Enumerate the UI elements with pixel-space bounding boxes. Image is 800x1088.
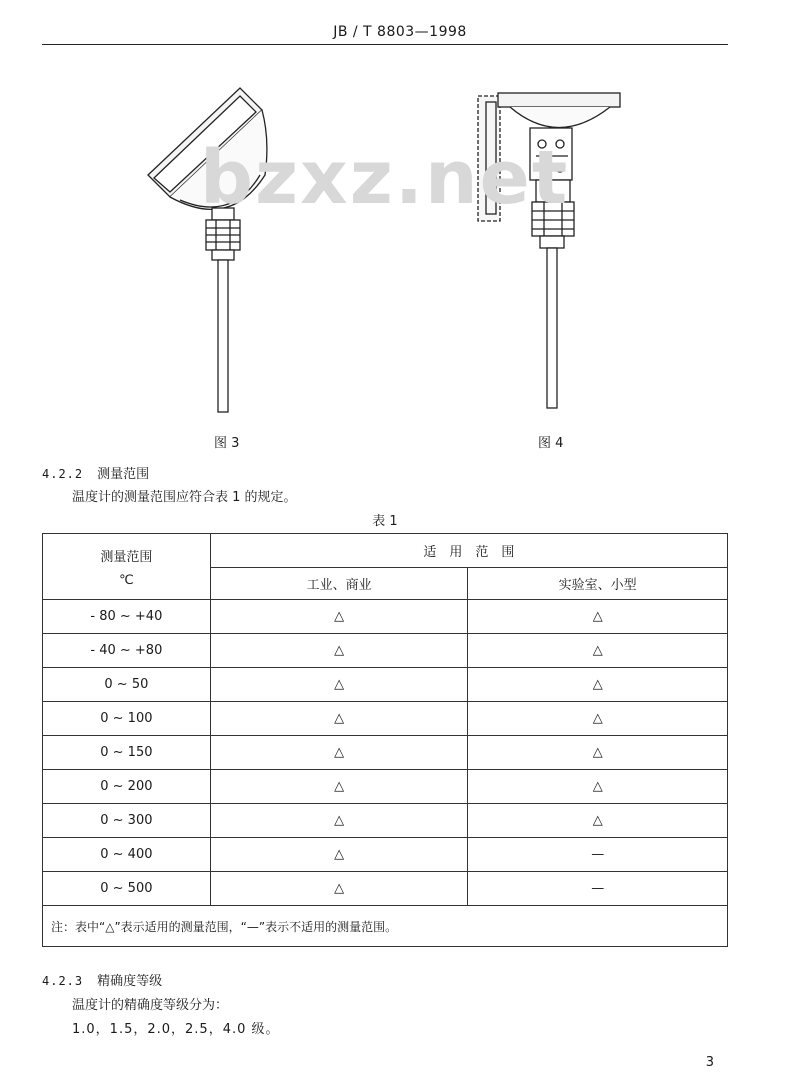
header-industrial-commercial: 工业、商业 [210,568,468,600]
industrial-cell: △ [210,702,468,736]
industrial-cell: △ [210,872,468,906]
laboratory-cell: △ [468,702,728,736]
table-row [43,736,728,770]
laboratory-cell: △ [468,770,728,804]
industrial-cell: △ [210,838,468,872]
figure-4-caption: 图 4 [538,436,564,451]
laboratory-cell: △ [468,804,728,838]
range-cell: 0 ~ 200 [43,770,211,804]
range-cell: 0 ~ 50 [43,668,211,702]
section-title: 精确度等级 [97,974,163,989]
header-rule [42,44,728,45]
header-laboratory-small: 实验室、小型 [468,568,728,600]
laboratory-cell: △ [468,668,728,702]
section-4-2-3-heading [42,970,162,989]
section-4-2-2-heading [42,463,149,482]
laboratory-cell: — [468,872,728,906]
table-row [43,634,728,668]
table-row [43,804,728,838]
laboratory-cell: △ [468,736,728,770]
table-row [43,668,728,702]
figure-3-caption: 图 3 [214,436,240,451]
document-header: JB / T 8803—1998 [333,24,467,40]
table-row [43,872,728,906]
header-application-scope: 适 用 范 围 [210,534,727,568]
page-number: 3 [705,1055,714,1070]
range-cell: 0 ~ 400 [43,838,211,872]
industrial-cell: △ [210,804,468,838]
laboratory-cell: — [468,838,728,872]
industrial-cell: △ [210,736,468,770]
industrial-cell: △ [210,600,468,634]
header-unit-label: ℃ [119,572,134,588]
range-cell: 0 ~ 300 [43,804,211,838]
range-cell: 0 ~ 100 [43,702,211,736]
range-cell: - 40 ~ +80 [43,634,211,668]
table-row [43,770,728,804]
section-number: 4.2.2 [42,467,84,481]
range-cell: 0 ~ 500 [43,872,211,906]
table-1-caption: 表 1 [372,514,398,529]
laboratory-cell: △ [468,634,728,668]
header-measurement-range [43,534,211,600]
section-4-2-3-text-2: 1.0，1.5，2.0，2.5，4.0 级。 [72,1022,280,1037]
range-cell: - 80 ~ +40 [43,600,211,634]
figure-3-thermometer-drawing [140,80,310,420]
table-row [43,838,728,872]
range-cell: 0 ~ 150 [43,736,211,770]
watermark: bzxz.net [200,135,570,221]
section-4-2-2-text: 温度计的测量范围应符合表 1 的规定。 [72,490,297,505]
laboratory-cell: △ [468,600,728,634]
table-1 [42,533,728,947]
table-row [43,702,728,736]
header-range-label: 测量范围 [100,549,153,565]
table-note: 注：表中“△”表示适用的测量范围，“—”表示不适用的测量范围。 [43,906,728,947]
industrial-cell: △ [210,634,468,668]
section-title: 测量范围 [97,467,150,482]
section-4-2-3-text-1: 温度计的精确度等级分为： [72,998,229,1013]
section-number: 4.2.3 [42,974,84,988]
industrial-cell: △ [210,668,468,702]
industrial-cell: △ [210,770,468,804]
table-row [43,600,728,634]
